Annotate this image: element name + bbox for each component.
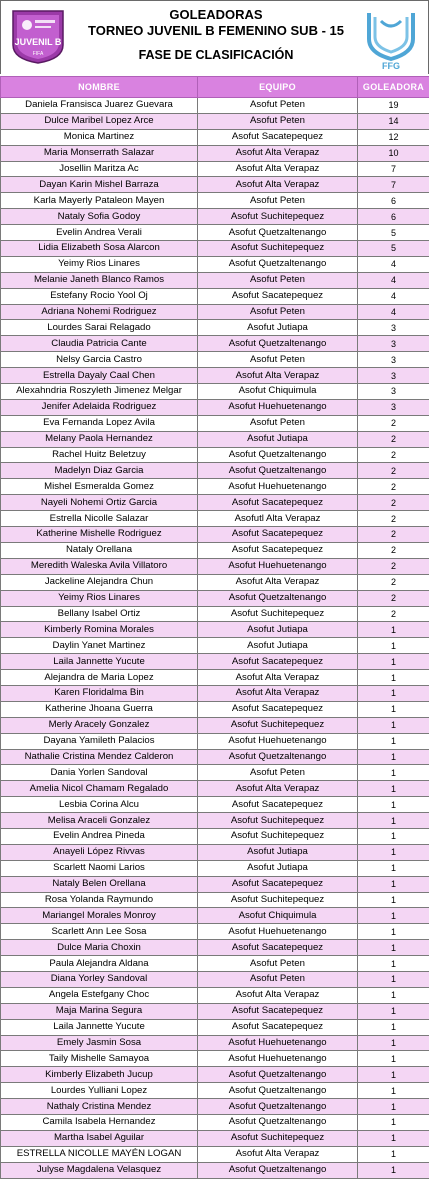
header <box>0 0 429 74</box>
table-row <box>1 940 429 956</box>
table-row <box>1 415 429 431</box>
team-cell: Asofut Peten <box>198 765 358 781</box>
player-name-cell: Melany Paola Hernandez <box>1 431 198 447</box>
team-cell: Asofut Sacatepequez <box>198 129 358 145</box>
player-name-cell: Julyse Magdalena Velasquez <box>1 1162 198 1178</box>
table-row <box>1 749 429 765</box>
table-row <box>1 844 429 860</box>
player-name-cell: Eva Fernanda Lopez Avila <box>1 415 198 431</box>
goals-cell: 1 <box>358 654 429 670</box>
goals-cell: 1 <box>358 749 429 765</box>
goals-cell: 1 <box>358 1035 429 1051</box>
team-cell: Asofut Peten <box>198 193 358 209</box>
team-cell: Asofut Jutiapa <box>198 320 358 336</box>
table-row <box>1 479 429 495</box>
goals-cell: 3 <box>358 399 429 415</box>
team-cell: Asofut Alta Verapaz <box>198 1146 358 1162</box>
team-cell: Asofut Sacatepequez <box>198 1003 358 1019</box>
player-name-cell: Taily Mishelle Samayoa <box>1 1051 198 1067</box>
player-name-cell: Dulce Maria Choxin <box>1 940 198 956</box>
goals-cell: 1 <box>358 765 429 781</box>
player-name-cell: Lourdes Yulliani Lopez <box>1 1083 198 1099</box>
goals-cell: 1 <box>358 1130 429 1146</box>
player-name-cell: Jenifer Adelaida Rodriguez <box>1 399 198 415</box>
table-row <box>1 908 429 924</box>
player-name-cell: Merly Aracely Gonzalez <box>1 717 198 733</box>
goals-cell: 1 <box>358 940 429 956</box>
player-name-cell: Dayana Yamileth Palacios <box>1 733 198 749</box>
goals-cell: 1 <box>358 1019 429 1035</box>
table-row <box>1 765 429 781</box>
player-name-cell: Nathaly Cristina Mendez <box>1 1099 198 1115</box>
team-cell: Asofut Quetzaltenango <box>198 447 358 463</box>
goals-cell: 5 <box>358 225 429 241</box>
table-row <box>1 256 429 272</box>
team-cell: Asofut Jutiapa <box>198 860 358 876</box>
table-row <box>1 590 429 606</box>
team-cell: Asofut Quetzaltenango <box>198 1099 358 1115</box>
goals-cell: 7 <box>358 177 429 193</box>
table-row <box>1 399 429 415</box>
player-name-cell: Diana Yorley Sandoval <box>1 971 198 987</box>
player-name-cell: Monica Martinez <box>1 129 198 145</box>
team-cell: Asofut Quetzaltenango <box>198 590 358 606</box>
table-row <box>1 241 429 257</box>
player-name-cell: Nathalie Cristina Mendez Calderon <box>1 749 198 765</box>
table-row <box>1 511 429 527</box>
team-cell: Asofut Huehuetenango <box>198 924 358 940</box>
player-name-cell: Kimberly Romina Morales <box>1 622 198 638</box>
player-name-cell: Amelia Nicol Chamam Regalado <box>1 781 198 797</box>
player-name-cell: Daniela Fransisca Juarez Guevara <box>1 98 198 114</box>
player-name-cell: Alexahndria Roszyleth Jimenez Melgar <box>1 384 198 400</box>
team-cell: Asofut Peten <box>198 98 358 114</box>
table-row <box>1 320 429 336</box>
goals-cell: 2 <box>358 511 429 527</box>
team-cell: Asofut Peten <box>198 352 358 368</box>
team-cell: Asofut Huehuetenango <box>198 479 358 495</box>
goals-cell: 1 <box>358 1115 429 1131</box>
goals-cell: 2 <box>358 574 429 590</box>
goals-cell: 2 <box>358 606 429 622</box>
player-name-cell: Estrella Nicolle Salazar <box>1 511 198 527</box>
player-name-cell: Rosa Yolanda Raymundo <box>1 892 198 908</box>
goals-cell: 3 <box>358 352 429 368</box>
player-name-cell: Evelin Andrea Verali <box>1 225 198 241</box>
player-name-cell: Yeimy Rios Linares <box>1 256 198 272</box>
table-row <box>1 161 429 177</box>
goals-cell: 1 <box>358 860 429 876</box>
goals-cell: 1 <box>358 1051 429 1067</box>
player-name-cell: Lidia Elizabeth Sosa Alarcon <box>1 241 198 257</box>
table-row <box>1 495 429 511</box>
player-name-cell: Evelin Andrea Pineda <box>1 828 198 844</box>
table-row <box>1 574 429 590</box>
goals-cell: 5 <box>358 241 429 257</box>
player-name-cell: Katherine Mishelle Rodriguez <box>1 527 198 543</box>
goals-cell: 4 <box>358 304 429 320</box>
table-row <box>1 1003 429 1019</box>
goals-cell: 1 <box>358 717 429 733</box>
goals-cell: 2 <box>358 590 429 606</box>
team-cell: Asofut Quetzaltenango <box>198 225 358 241</box>
svg-text:FFG: FFG <box>382 61 400 71</box>
team-cell: Asofut Huehuetenango <box>198 558 358 574</box>
team-cell: Asofut Peten <box>198 113 358 129</box>
player-name-cell: Mishel Esmeralda Gomez <box>1 479 198 495</box>
goals-cell: 2 <box>358 431 429 447</box>
table-row <box>1 129 429 145</box>
team-cell: Asofut Huehuetenango <box>198 1051 358 1067</box>
team-cell: Asofut Suchitepequez <box>198 209 358 225</box>
team-cell: Asofut Quetzaltenango <box>198 256 358 272</box>
team-cell: Asofut Sacatepequez <box>198 876 358 892</box>
team-cell: Asofut Huehuetenango <box>198 399 358 415</box>
team-cell: Asofut Alta Verapaz <box>198 670 358 686</box>
team-cell: Asofut Quetzaltenango <box>198 1067 358 1083</box>
table-row <box>1 956 429 972</box>
column-header-goals: GOLEADORA <box>358 77 429 98</box>
table-row <box>1 876 429 892</box>
goals-cell: 1 <box>358 685 429 701</box>
table-row <box>1 447 429 463</box>
table-row <box>1 352 429 368</box>
table-row <box>1 1146 429 1162</box>
goals-cell: 3 <box>358 320 429 336</box>
player-name-cell: Maja Marina Segura <box>1 1003 198 1019</box>
player-name-cell: Nataly Belen Orellana <box>1 876 198 892</box>
team-cell: Asofut Sacatepequez <box>198 797 358 813</box>
goals-cell: 1 <box>358 1067 429 1083</box>
goals-cell: 6 <box>358 209 429 225</box>
table-body <box>1 98 429 1179</box>
team-cell: Asofut Chiquimula <box>198 384 358 400</box>
goals-cell: 1 <box>358 733 429 749</box>
team-cell: Asofut Suchitepequez <box>198 892 358 908</box>
player-name-cell: Bellany Isabel Ortiz <box>1 606 198 622</box>
player-name-cell: Nayeli Nohemi Ortiz Garcia <box>1 495 198 511</box>
player-name-cell: Martha Isabel Aguilar <box>1 1130 198 1146</box>
team-cell: Asofut Suchitepequez <box>198 241 358 257</box>
team-cell: Asofut Quetzaltenango <box>198 1083 358 1099</box>
player-name-cell: Daylin Yanet Martinez <box>1 638 198 654</box>
table-row <box>1 98 429 114</box>
team-cell: Asofut Jutiapa <box>198 844 358 860</box>
table-row <box>1 336 429 352</box>
goals-cell: 1 <box>358 1146 429 1162</box>
goals-cell: 4 <box>358 288 429 304</box>
goals-cell: 1 <box>358 797 429 813</box>
team-cell: Asofut Alta Verapaz <box>198 368 358 384</box>
table-row <box>1 638 429 654</box>
table-row <box>1 813 429 829</box>
goals-cell: 1 <box>358 1003 429 1019</box>
svg-text:FIFA: FIFA <box>33 51 44 57</box>
scorers-table <box>0 76 429 1179</box>
player-name-cell: Anayeli López Rivvas <box>1 844 198 860</box>
team-cell: Asofut Jutiapa <box>198 431 358 447</box>
team-cell: Asofut Alta Verapaz <box>198 574 358 590</box>
team-cell: Asofut Suchitepequez <box>198 1130 358 1146</box>
player-name-cell: Dulce Maribel Lopez Arce <box>1 113 198 129</box>
team-cell: Asofut Quetzaltenango <box>198 463 358 479</box>
player-name-cell: Kimberly Elizabeth Jucup <box>1 1067 198 1083</box>
table-row <box>1 193 429 209</box>
goals-cell: 2 <box>358 527 429 543</box>
goals-cell: 1 <box>358 701 429 717</box>
table-row <box>1 177 429 193</box>
table-row <box>1 209 429 225</box>
column-header-team: EQUIPO <box>198 77 358 98</box>
player-name-cell: Dayan Karin Mishel Barraza <box>1 177 198 193</box>
goals-cell: 10 <box>358 145 429 161</box>
table-row <box>1 685 429 701</box>
goals-cell: 2 <box>358 447 429 463</box>
player-name-cell: Melisa Araceli Gonzalez <box>1 813 198 829</box>
table-header-row <box>1 77 429 98</box>
team-cell: Asofut Suchitepequez <box>198 813 358 829</box>
player-name-cell: Estrella Dayaly Caal Chen <box>1 368 198 384</box>
player-name-cell: Emely Jasmin Sosa <box>1 1035 198 1051</box>
table-row <box>1 797 429 813</box>
ffg-logo-icon <box>361 9 421 71</box>
player-name-cell: Paula Alejandra Aldana <box>1 956 198 972</box>
player-name-cell: Melanie Janeth Blanco Ramos <box>1 272 198 288</box>
table-row <box>1 113 429 129</box>
table-row <box>1 1115 429 1131</box>
team-cell: Asofut Jutiapa <box>198 638 358 654</box>
table-row <box>1 542 429 558</box>
table-row <box>1 717 429 733</box>
team-cell: Asofut Alta Verapaz <box>198 177 358 193</box>
table-row <box>1 1051 429 1067</box>
team-cell: Asofut Sacatepequez <box>198 701 358 717</box>
goals-cell: 1 <box>358 638 429 654</box>
table-row <box>1 971 429 987</box>
table-row <box>1 304 429 320</box>
team-cell: Asofut Quetzaltenango <box>198 749 358 765</box>
table-row <box>1 1099 429 1115</box>
player-name-cell: ESTRELLA NICOLLE MAYÉN LOGAN <box>1 1146 198 1162</box>
table-row <box>1 781 429 797</box>
player-name-cell: Angela Estefgany Choc <box>1 987 198 1003</box>
player-name-cell: Estefany Rocio Yool Oj <box>1 288 198 304</box>
table-row <box>1 701 429 717</box>
player-name-cell: Alejandra de Maria Lopez <box>1 670 198 686</box>
team-cell: Asofut Huehuetenango <box>198 1035 358 1051</box>
goals-cell: 1 <box>358 892 429 908</box>
team-cell: Asofut Alta Verapaz <box>198 781 358 797</box>
table-row <box>1 527 429 543</box>
goals-cell: 2 <box>358 463 429 479</box>
player-name-cell: Dania Yorlen Sandoval <box>1 765 198 781</box>
team-cell: Asofut Peten <box>198 956 358 972</box>
player-name-cell: Madelyn Diaz Garcia <box>1 463 198 479</box>
player-name-cell: Mariangel Morales Monroy <box>1 908 198 924</box>
table-row <box>1 431 429 447</box>
player-name-cell: Karen Floridalma Bin <box>1 685 198 701</box>
player-name-cell: Katherine Jhoana Guerra <box>1 701 198 717</box>
goals-cell: 1 <box>358 876 429 892</box>
table-row <box>1 558 429 574</box>
table-row <box>1 892 429 908</box>
table-row <box>1 1035 429 1051</box>
player-name-cell: Scarlett Naomi Larios <box>1 860 198 876</box>
player-name-cell: Meredith Waleska Avila Villatoro <box>1 558 198 574</box>
player-name-cell: Karla Mayerly Pataleon Mayen <box>1 193 198 209</box>
team-cell: Asofut Huehuetenango <box>198 733 358 749</box>
goals-cell: 4 <box>358 256 429 272</box>
table-row <box>1 225 429 241</box>
goals-cell: 1 <box>358 813 429 829</box>
table-row <box>1 145 429 161</box>
team-cell: Asofut Peten <box>198 415 358 431</box>
team-cell: Asofut Peten <box>198 304 358 320</box>
table-row <box>1 987 429 1003</box>
table-row <box>1 1130 429 1146</box>
goals-cell: 1 <box>358 622 429 638</box>
team-cell: Asofut Alta Verapaz <box>198 685 358 701</box>
juvenil-b-logo-icon <box>7 7 69 65</box>
column-header-name: NOMBRE <box>1 77 198 98</box>
player-name-cell: Lourdes Sarai Relagado <box>1 320 198 336</box>
team-cell: Asofut Quetzaltenango <box>198 1162 358 1178</box>
team-cell: Asofut Sacatepequez <box>198 527 358 543</box>
goals-cell: 1 <box>358 987 429 1003</box>
player-name-cell: Josellin Maritza Ac <box>1 161 198 177</box>
team-cell: Asofut Quetzaltenango <box>198 1115 358 1131</box>
table-row <box>1 654 429 670</box>
player-name-cell: Adriana Nohemi Rodriguez <box>1 304 198 320</box>
goals-cell: 1 <box>358 956 429 972</box>
team-cell: Asofut Jutiapa <box>198 622 358 638</box>
goals-cell: 2 <box>358 479 429 495</box>
player-name-cell: Lesbia Corina Alcu <box>1 797 198 813</box>
goals-cell: 2 <box>358 495 429 511</box>
player-name-cell: Laila Jannette Yucute <box>1 654 198 670</box>
player-name-cell: Jackeline Alejandra Chun <box>1 574 198 590</box>
table-row <box>1 670 429 686</box>
goals-cell: 3 <box>358 336 429 352</box>
svg-text:JUVENIL B: JUVENIL B <box>15 37 62 47</box>
page-title: GOLEADORAS <box>73 7 359 23</box>
table-row <box>1 1162 429 1178</box>
team-cell: Asofut Alta Verapaz <box>198 161 358 177</box>
table-row <box>1 860 429 876</box>
table-row <box>1 368 429 384</box>
player-name-cell: Rachel Huitz Beletzuy <box>1 447 198 463</box>
table-row <box>1 606 429 622</box>
table-row <box>1 733 429 749</box>
team-cell: Asofut Quetzaltenango <box>198 336 358 352</box>
goals-cell: 1 <box>358 781 429 797</box>
table-row <box>1 272 429 288</box>
goals-cell: 6 <box>358 193 429 209</box>
goals-cell: 12 <box>358 129 429 145</box>
player-name-cell: Yeimy Rios Linares <box>1 590 198 606</box>
team-cell: Asofut Sacatepequez <box>198 542 358 558</box>
table-row <box>1 924 429 940</box>
goals-cell: 1 <box>358 1083 429 1099</box>
team-cell: Asofut Sacatepequez <box>198 495 358 511</box>
player-name-cell: Laila Jannette Yucute <box>1 1019 198 1035</box>
table-row <box>1 1019 429 1035</box>
table-row <box>1 1083 429 1099</box>
table-row <box>1 288 429 304</box>
team-cell: Asofut Suchitepequez <box>198 606 358 622</box>
goals-cell: 4 <box>358 272 429 288</box>
table-row <box>1 1067 429 1083</box>
goals-cell: 1 <box>358 1162 429 1178</box>
table-row <box>1 828 429 844</box>
team-cell: Asofut Sacatepequez <box>198 1019 358 1035</box>
player-name-cell: Nataly Sofia Godoy <box>1 209 198 225</box>
player-name-cell: Nataly Orellana <box>1 542 198 558</box>
team-cell: Asofut Alta Verapaz <box>198 987 358 1003</box>
goals-cell: 2 <box>358 558 429 574</box>
goals-cell: 19 <box>358 98 429 114</box>
goals-cell: 1 <box>358 670 429 686</box>
goals-cell: 1 <box>358 971 429 987</box>
phase-label: FASE DE CLASIFICACIÓN <box>73 47 359 63</box>
table-row <box>1 463 429 479</box>
goals-cell: 1 <box>358 908 429 924</box>
goals-cell: 7 <box>358 161 429 177</box>
goals-cell: 14 <box>358 113 429 129</box>
title-block <box>73 5 359 63</box>
table-row <box>1 384 429 400</box>
team-cell: Asofut Peten <box>198 272 358 288</box>
team-cell: Asofut Sacatepequez <box>198 288 358 304</box>
goals-cell: 1 <box>358 844 429 860</box>
team-cell: Asofutl Alta Verapaz <box>198 511 358 527</box>
goals-cell: 1 <box>358 924 429 940</box>
team-cell: Asofut Sacatepequez <box>198 940 358 956</box>
goals-cell: 1 <box>358 1099 429 1115</box>
goals-cell: 2 <box>358 542 429 558</box>
team-cell: Asofut Suchitepequez <box>198 828 358 844</box>
player-name-cell: Scarlett Ann Lee Sosa <box>1 924 198 940</box>
team-cell: Asofut Chiquimula <box>198 908 358 924</box>
goals-cell: 2 <box>358 415 429 431</box>
goals-cell: 1 <box>358 828 429 844</box>
goals-cell: 3 <box>358 368 429 384</box>
team-cell: Asofut Peten <box>198 971 358 987</box>
team-cell: Asofut Alta Verapaz <box>198 145 358 161</box>
goals-cell: 3 <box>358 384 429 400</box>
player-name-cell: Camila Isabela Hernandez <box>1 1115 198 1131</box>
team-cell: Asofut Suchitepequez <box>198 717 358 733</box>
player-name-cell: Maria Monserrath Salazar <box>1 145 198 161</box>
player-name-cell: Nelsy Garcia Castro <box>1 352 198 368</box>
tournament-subtitle: TORNEO JUVENIL B FEMENINO SUB - 15 <box>73 23 359 39</box>
table-row <box>1 622 429 638</box>
team-cell: Asofut Sacatepequez <box>198 654 358 670</box>
player-name-cell: Claudia Patricia Cante <box>1 336 198 352</box>
